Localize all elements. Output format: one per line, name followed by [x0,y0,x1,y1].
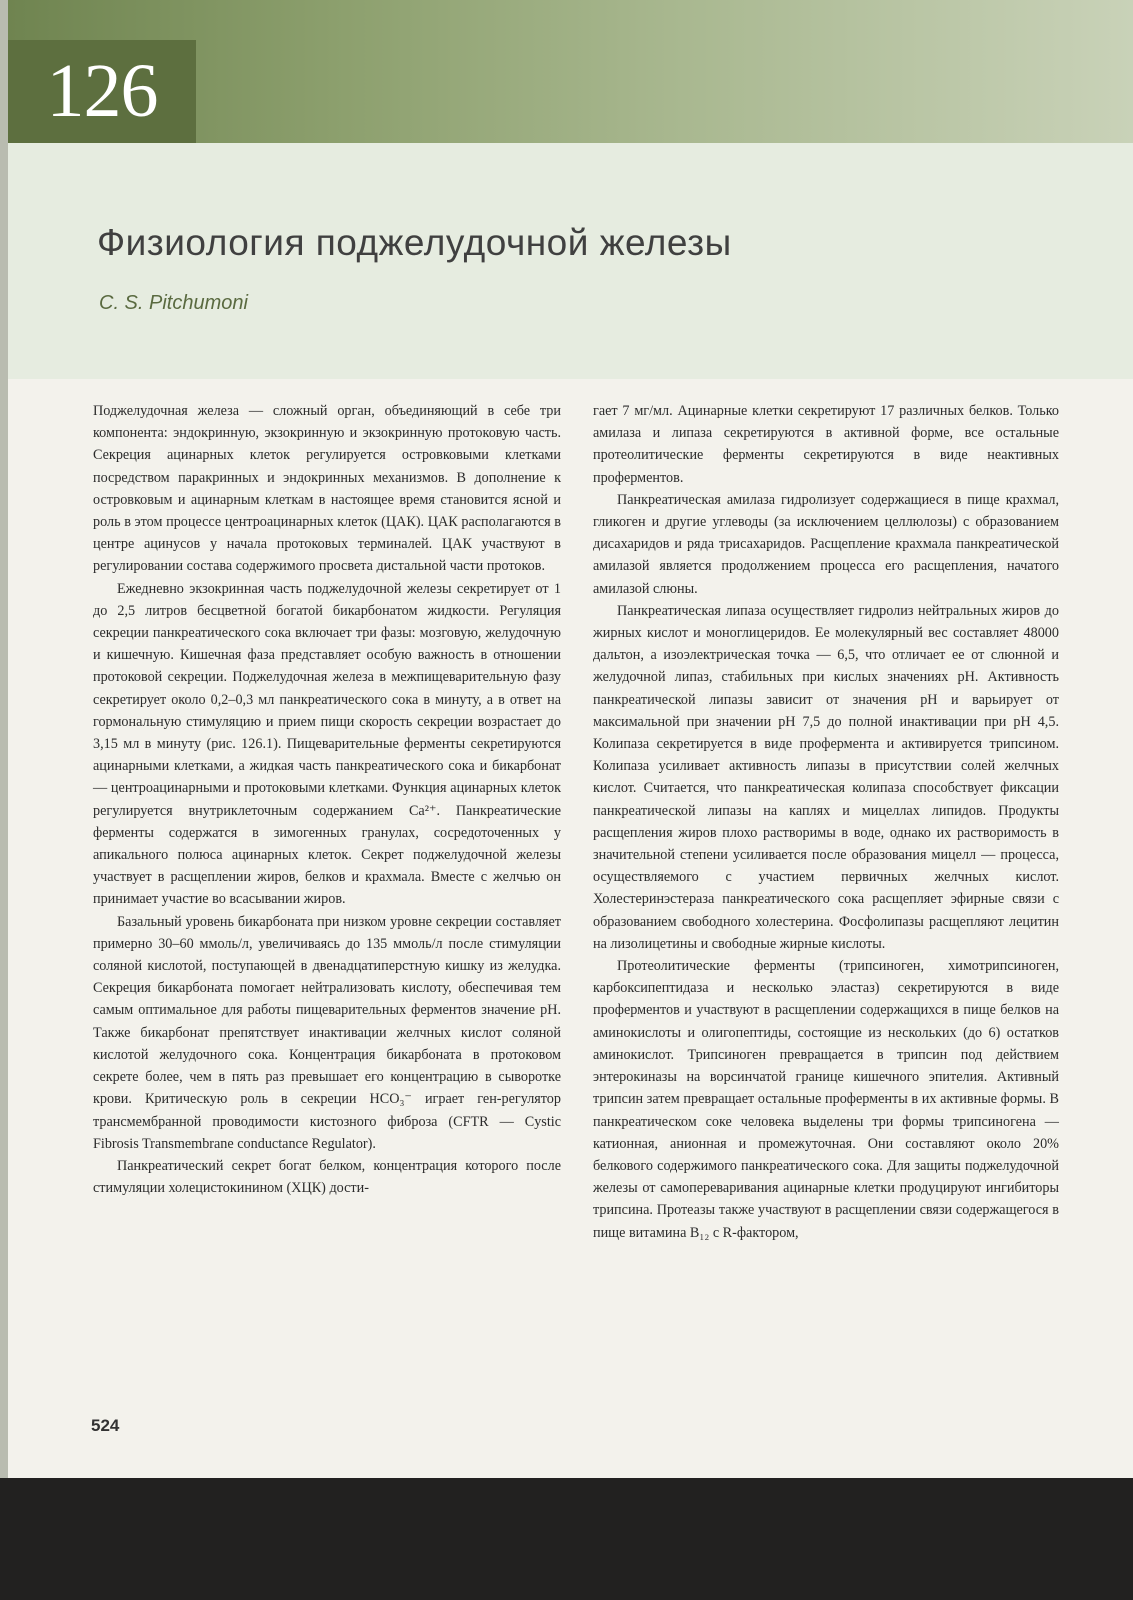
paragraph: гает 7 мг/мл. Ацинарные клетки секретируют 17 различных белков. Только амилаза и липаза секретируются в активной форме, все остальные протеолитические ферменты секретируются в виде неактивных проферментов. [593,403,1059,486]
text-column-left [93,400,561,1199]
chapter-author: C. S. Pitchumoni [99,292,248,314]
paragraph: Ежедневно экзокринная часть поджелудочной железы секретирует от 1 до 2,5 литров бесцветной богатой бикарбонатом жидкости. Регуляция секреции панкреатического сока включает три фазы: мозговую, желудочную и кишечную. Кишечная фаза представляет особую важность в отношении протоковой секреции. Поджелудочная железа в межпищеварительную фазу секретирует около 0,2–0,3 мл панкреатического сока в минуту, а в ответ на гормональную стимуляцию и прием пищи скорость секреции возрастает до 3,15 мл в минуту (рис. 126.1). Пищеварительные ферменты секретируются ацинарными клетками, а жидкая часть панкреатического сока и бикарбонат — центроацинарными и протоковыми клетками. Функция ацинарных клеток регулируется внутриклеточным содержанием Ca²⁺. Панкреатические ферменты содержатся в зимогенных гранулах, сосредоточенных у апикального полюса ацинарных клеток. Секрет поджелудочной железы участвует в расщеплении жиров, белков и крахмала. Вместе с желчью он принимает участие во всасывании жиров. [93,580,561,908]
paragraph: Базальный уровень бикарбоната при низком уровне секреции составляет примерно 30–60 ммоль/л, увеличиваясь до 135 ммоль/л после стимуляции соляной кислотой, поступающей в двенадцатиперстную кишку из желудка. Секреция бикарбоната помогает нейтрализовать кислоту, обеспечивая тем самым оптимальное для работы пищеварительных ферментов значение pH. Также бикарбонат препятствует инактивации желчных кислот соляной кислотой желудочного сока. Концентрация бикарбоната в протоковом секрете более, чем в пять раз превышает его концентрацию в сыворотке крови. Критическую роль в секреции HCO₃⁻ играет ген-регулятор трансмембранной проводимости кистозного фиброза (CFTR — Cystic Fibrosis Transmembrane conductance Regulator). [93,913,561,1152]
paragraph: Поджелудочная железа — сложный орган, объединяющий в себе три компонента: эндокринную, экзокринную и экзокринную протоковую часть. Секреция ацинарных клеток регулируется островковыми клетками посредством паракринных и эндокринных механизмов. В дополнение к островковым и ацинарным клеткам в настоящее время становится ясной и роль в этом процессе центроацинарных клеток (ЦАК). ЦАК располагаются в центре ацинусов у начала протоковых терминалей. ЦАК участвуют в регулировании состава содержимого просвета дистальной части протоков. [93,403,561,575]
text-column-right [593,400,1059,1244]
scan-bottom-edge [0,1478,1133,1600]
chapter-number: 126 [8,40,196,143]
paragraph: Панкреатический секрет богат белком, концентрация которого после стимуляции холецистокинином (ХЦК) дости- [93,1157,561,1197]
paragraph: Панкреатическая липаза осуществляет гидролиз нейтральных жиров до жирных кислот и моноглицеридов. Ее молекулярный вес составляет 48000 дальтон, а изоэлектрическая точка — 6,5, что отличает ее от слюнной и желудочной липаз, стабильных при кислых значениях pH. Активность панкреатической липазы зависит от значения pH и варьирует от максимальной при значении pH 7,5 до полной инактивации при pH 4,5. Колипаза секретируется в виде профермента и активируется трипсином. Колипаза усиливает активность липазы в присутствии солей желчных кислот. Считается, что панкреатическая колипаза способствует фиксации панкреатической липазы на каплях и мицеллах липидов. Продукты расщепления жиров плохо растворимы в воде, однако их растворимость в значительной степени усиливается после образования мицелл — процесса, осуществляемого с участием первичных желчных кислот. Холестеринэстераза панкреатического сока расщепляет эфирные связи с образованием свободного холестерина. Фосфолипазы расщепляют лецитин на лизолицетины и свободные жирные кислоты. [593,602,1059,952]
paragraph: Панкреатическая амилаза гидролизует содержащиеся в пище крахмал, гликоген и другие углеводы (за исключением целлюлозы) с образованием дисахаридов и ряда трисахаридов. Расщепление крахмала панкреатической амилазой является продолжением процесса его расщепления, начатого амилазой слюны. [593,491,1059,597]
page-edge-strip [0,0,8,1520]
page-number: 524 [91,1416,120,1435]
chapter-title: Физиология поджелудочной железы [97,222,732,263]
paragraph: Протеолитические ферменты (трипсиноген, химотрипсиноген, карбоксипептидаза и несколько эластаз) секретируются в виде проферментов и участвуют в расщеплении содержащихся в пище белков на аминокислоты и олигопептиды, состоящие из нескольких (до 6) остатков аминокислот. Трипсиноген превращается в трипсин под действием энтерокиназы на ворсинчатой границе кишечного эпителия. Активный трипсин затем превращает остальные проферменты в их активные формы. В панкреатическом соке человека выделены три формы трипсиногена — катионная, анионная и промежуточная. Они составляют около 20% белкового содержимого панкреатического сока. Для защиты поджелудочной железы от самопереваривания ацинарные клетки продуцируют ингибиторы трипсина. Протеазы также участвуют в расщеплении связи содержащегося в пище витамина B₁₂ с R-фактором, [593,958,1059,1241]
